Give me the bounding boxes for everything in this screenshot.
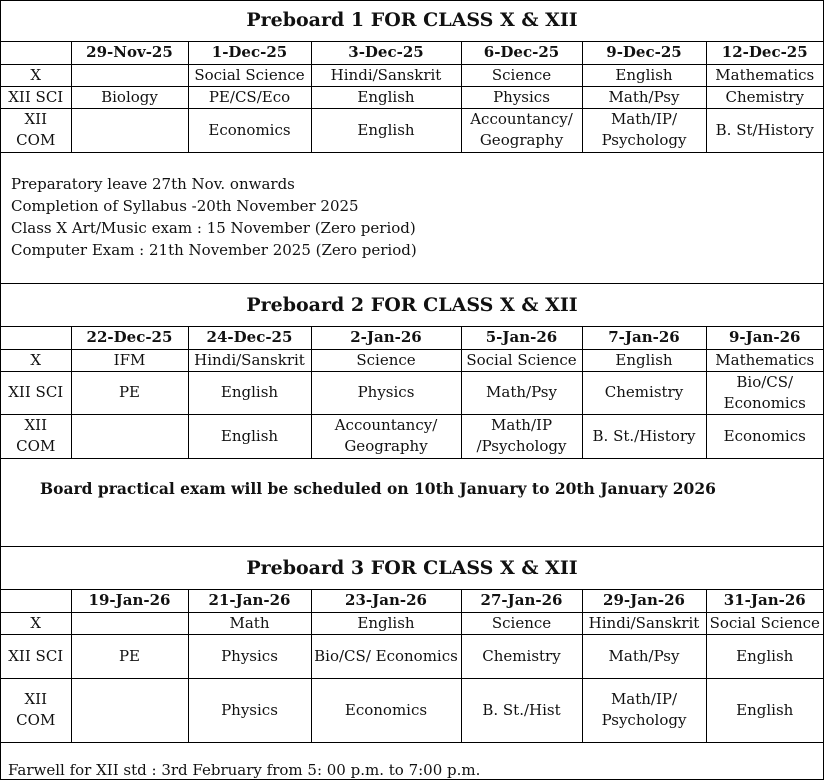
subject-cell: English bbox=[582, 64, 706, 86]
subject-cell: Hindi/Sanskrit bbox=[188, 349, 311, 371]
corner-cell bbox=[1, 590, 71, 612]
date-header: 23-Jan-26 bbox=[311, 590, 461, 612]
subject-cell: English bbox=[311, 86, 461, 108]
date-header: 27-Jan-26 bbox=[461, 590, 582, 612]
class-label: XII SCI bbox=[1, 634, 71, 678]
subject-cell: Math/Psy bbox=[461, 371, 582, 414]
date-header: 22-Dec-25 bbox=[71, 327, 188, 349]
date-header: 1-Dec-25 bbox=[188, 42, 311, 64]
subject-cell: Bio/CS/ Economics bbox=[706, 371, 823, 414]
subject-cell: Social Science bbox=[461, 349, 582, 371]
subject-cell: Chemistry bbox=[706, 86, 823, 108]
date-header: 9-Dec-25 bbox=[582, 42, 706, 64]
subject-cell: Hindi/Sanskrit bbox=[311, 64, 461, 86]
date-header: 19-Jan-26 bbox=[71, 590, 188, 612]
subject-cell: Mathematics bbox=[706, 64, 823, 86]
table-row bbox=[1, 108, 823, 152]
subject-cell: Chemistry bbox=[582, 371, 706, 414]
subject-cell: English bbox=[706, 634, 823, 678]
preboard1-table bbox=[1, 42, 823, 152]
subject-cell: Physics bbox=[461, 86, 582, 108]
table-row bbox=[1, 678, 823, 742]
date-header: 31-Jan-26 bbox=[706, 590, 823, 612]
subject-cell: Mathematics bbox=[706, 349, 823, 371]
table-row bbox=[1, 612, 823, 634]
subject-cell: English bbox=[188, 371, 311, 414]
corner-cell bbox=[1, 327, 71, 349]
class-label: XII COM bbox=[1, 678, 71, 742]
subject-cell: B. St/History bbox=[706, 108, 823, 152]
note-line: Preparatory leave 27th Nov. onwards bbox=[11, 175, 295, 193]
subject-cell: Economics bbox=[311, 678, 461, 742]
preboard2-title: Preboard 2 FOR CLASS X & XII bbox=[1, 284, 823, 327]
subject-cell: Science bbox=[461, 612, 582, 634]
subject-cell: PE bbox=[71, 371, 188, 414]
table-row bbox=[1, 64, 823, 86]
board-practical-notice: Board practical exam will be scheduled on 10th January to 20th January 2026 bbox=[1, 459, 823, 547]
class-label: XII COM bbox=[1, 108, 71, 152]
subject-cell bbox=[71, 64, 188, 86]
class-label: XII COM bbox=[1, 414, 71, 458]
subject-cell: Accountancy/ Geography bbox=[461, 108, 582, 152]
subject-cell: Bio/CS/ Economics bbox=[311, 634, 461, 678]
table-row bbox=[1, 86, 823, 108]
preboard1-title: Preboard 1 FOR CLASS X & XII bbox=[1, 1, 823, 42]
subject-cell: IFM bbox=[71, 349, 188, 371]
preboard1-date-row bbox=[1, 42, 823, 64]
subject-cell bbox=[71, 678, 188, 742]
subject-cell bbox=[71, 612, 188, 634]
subject-cell: Accountancy/ Geography bbox=[311, 414, 461, 458]
subject-cell bbox=[71, 108, 188, 152]
table-row bbox=[1, 371, 823, 414]
class-label: X bbox=[1, 612, 71, 634]
preboard3-title: Preboard 3 FOR CLASS X & XII bbox=[1, 547, 823, 590]
date-header: 12-Dec-25 bbox=[706, 42, 823, 64]
subject-cell: English bbox=[311, 612, 461, 634]
subject-cell: PE/CS/Eco bbox=[188, 86, 311, 108]
subject-cell: B. St./History bbox=[582, 414, 706, 458]
subject-cell: Social Science bbox=[706, 612, 823, 634]
date-header: 3-Dec-25 bbox=[311, 42, 461, 64]
subject-cell: B. St./Hist bbox=[461, 678, 582, 742]
subject-cell: Hindi/Sanskrit bbox=[582, 612, 706, 634]
subject-cell: PE bbox=[71, 634, 188, 678]
subject-cell: Biology bbox=[71, 86, 188, 108]
table-row bbox=[1, 414, 823, 458]
date-header: 9-Jan-26 bbox=[706, 327, 823, 349]
class-label: X bbox=[1, 64, 71, 86]
subject-cell: Physics bbox=[188, 634, 311, 678]
preboard2-date-row bbox=[1, 327, 823, 349]
subject-cell: Math/IP/ Psychology bbox=[582, 678, 706, 742]
subject-cell: Math/Psy bbox=[582, 634, 706, 678]
subject-cell: Chemistry bbox=[461, 634, 582, 678]
subject-cell: English bbox=[582, 349, 706, 371]
farewell-note: Farwell for XII std : 3rd February from 5: 00 p.m. to 7:00 p.m. bbox=[8, 761, 481, 779]
date-header: 6-Dec-25 bbox=[461, 42, 582, 64]
date-header: 21-Jan-26 bbox=[188, 590, 311, 612]
subject-cell: Economics bbox=[188, 108, 311, 152]
subject-cell: Social Science bbox=[188, 64, 311, 86]
subject-cell: English bbox=[706, 678, 823, 742]
table-row bbox=[1, 349, 823, 371]
class-label: X bbox=[1, 349, 71, 371]
preboard3-date-row bbox=[1, 590, 823, 612]
subject-cell: Math/IP/ Psychology bbox=[582, 108, 706, 152]
subject-cell: Science bbox=[461, 64, 582, 86]
class-label: XII SCI bbox=[1, 86, 71, 108]
date-header: 29-Nov-25 bbox=[71, 42, 188, 64]
subject-cell: English bbox=[311, 108, 461, 152]
subject-cell: Math bbox=[188, 612, 311, 634]
class-label: XII SCI bbox=[1, 371, 71, 414]
preboard2-table bbox=[1, 327, 823, 458]
preboard3-table bbox=[1, 590, 823, 742]
date-header: 2-Jan-26 bbox=[311, 327, 461, 349]
date-header: 29-Jan-26 bbox=[582, 590, 706, 612]
subject-cell: Math/Psy bbox=[582, 86, 706, 108]
date-header: 7-Jan-26 bbox=[582, 327, 706, 349]
preboard1-notes bbox=[1, 153, 823, 284]
subject-cell: Economics bbox=[706, 414, 823, 458]
date-header: 24-Dec-25 bbox=[188, 327, 311, 349]
note-line: Completion of Syllabus -20th November 2025 bbox=[11, 197, 359, 215]
subject-cell bbox=[71, 414, 188, 458]
note-line: Class X Art/Music exam : 15 November (Zero period) bbox=[11, 219, 416, 237]
note-line: Computer Exam : 21th November 2025 (Zero period) bbox=[11, 241, 417, 259]
subject-cell: Math/IP /Psychology bbox=[461, 414, 582, 458]
corner-cell bbox=[1, 42, 71, 64]
subject-cell: Physics bbox=[311, 371, 461, 414]
date-header: 5-Jan-26 bbox=[461, 327, 582, 349]
table-row bbox=[1, 634, 823, 678]
subject-cell: Science bbox=[311, 349, 461, 371]
subject-cell: English bbox=[188, 414, 311, 458]
subject-cell: Physics bbox=[188, 678, 311, 742]
